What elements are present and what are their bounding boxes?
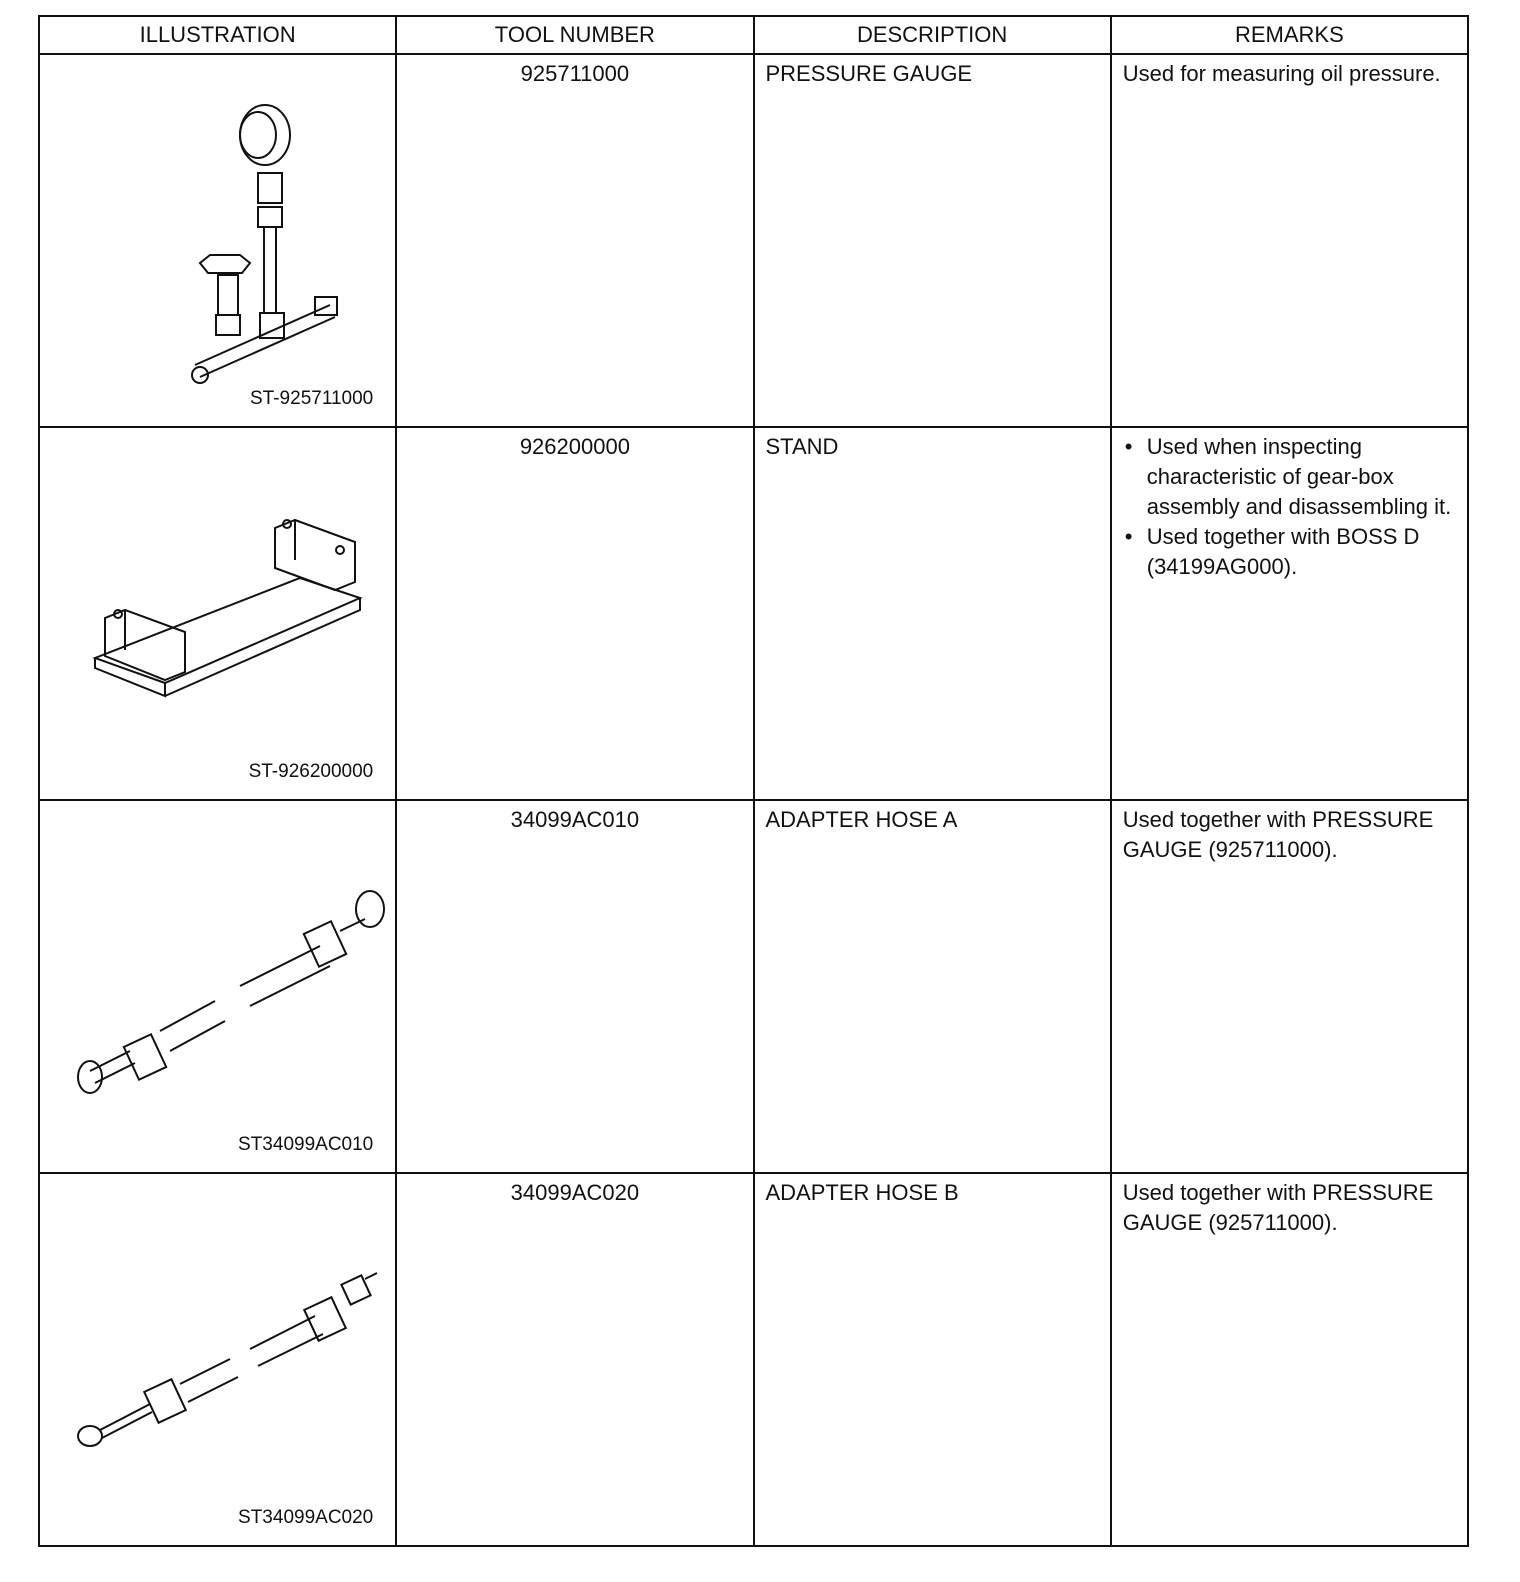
pressure-gauge-icon bbox=[40, 55, 414, 426]
table-row bbox=[39, 54, 1468, 427]
illustration-caption: ST-925711000 bbox=[250, 388, 374, 409]
illustration-cell bbox=[39, 1173, 396, 1546]
remarks: Used together with PRESSURE GAUGE (925711000). bbox=[1122, 807, 1434, 862]
illustration-caption: ST-926200000 bbox=[248, 761, 374, 782]
remarks: Used together with PRESSURE GAUGE (925711000). bbox=[1122, 1180, 1434, 1235]
description: ADAPTER HOSE A bbox=[765, 807, 958, 832]
remarks-list bbox=[1123, 432, 1457, 582]
special-tools-table bbox=[38, 15, 1469, 1547]
table-row bbox=[39, 800, 1468, 1173]
table-row bbox=[39, 427, 1468, 800]
illustration-caption: ST34099AC010 bbox=[238, 1134, 374, 1155]
adapter-hose-b-icon bbox=[40, 1174, 414, 1545]
remark-item: • Used together with BOSS D (34199AG000). bbox=[1123, 522, 1457, 582]
illustration-cell bbox=[39, 800, 396, 1173]
adapter-hose-a-icon bbox=[40, 801, 414, 1172]
tool-number: 34099AC020 bbox=[510, 1180, 640, 1205]
description: ADAPTER HOSE B bbox=[765, 1180, 959, 1205]
tool-number: 926200000 bbox=[519, 434, 630, 459]
remarks: Used for measuring oil pressure. bbox=[1122, 61, 1441, 86]
stand-icon bbox=[40, 428, 414, 799]
illustration-cell bbox=[39, 54, 396, 427]
header-remarks: REMARKS bbox=[1111, 16, 1468, 54]
illustration-caption: ST34099AC020 bbox=[238, 1507, 374, 1528]
description: PRESSURE GAUGE bbox=[765, 61, 973, 86]
tool-number: 925711000 bbox=[520, 61, 630, 86]
tool-number: 34099AC010 bbox=[510, 807, 640, 832]
header-illustration: ILLUSTRATION bbox=[39, 16, 396, 54]
table-row bbox=[39, 1173, 1468, 1546]
header-description: DESCRIPTION bbox=[754, 16, 1111, 54]
description: STAND bbox=[765, 434, 839, 459]
illustration-cell bbox=[39, 427, 396, 800]
header-tool-number: TOOL NUMBER bbox=[396, 16, 753, 54]
remark-item: • Used when inspecting characteristic of gear-box assembly and disassembling it. bbox=[1123, 432, 1457, 522]
header-row bbox=[39, 16, 1468, 54]
